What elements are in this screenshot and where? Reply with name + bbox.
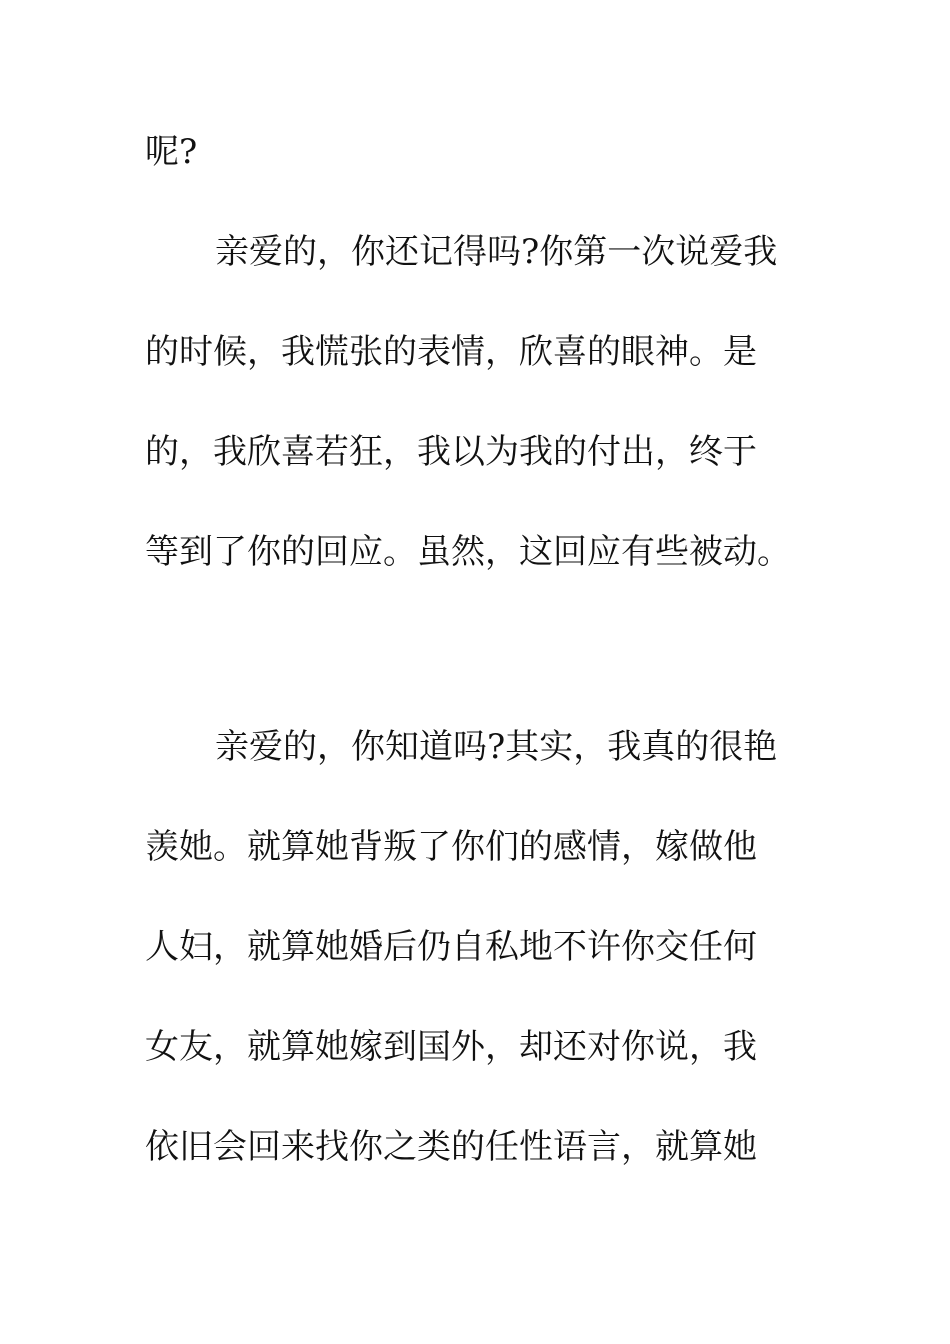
text-line: 等到了你的回应。虽然，这回应有些被动。 <box>145 532 791 572</box>
text-line: 的，我欣喜若狂，我以为我的付出，终于 <box>145 432 757 472</box>
text-line: 呢? <box>145 132 198 172</box>
text-line: 依旧会回来找你之类的任性语言，就算她 <box>145 1127 757 1167</box>
text-line: 人妇，就算她婚后仍自私地不许你交任何 <box>145 927 757 967</box>
text-line: 女友，就算她嫁到国外，却还对你说，我 <box>145 1027 757 1067</box>
text-line: 的时候，我慌张的表情，欣喜的眼神。是 <box>145 332 757 372</box>
text-line: 羡她。就算她背叛了你们的感情，嫁做他 <box>145 827 757 867</box>
paragraph-first-line: 亲爱的，你知道吗?其实，我真的很艳 <box>215 727 778 767</box>
paragraph-first-line: 亲爱的，你还记得吗?你第一次说爱我 <box>215 232 778 272</box>
